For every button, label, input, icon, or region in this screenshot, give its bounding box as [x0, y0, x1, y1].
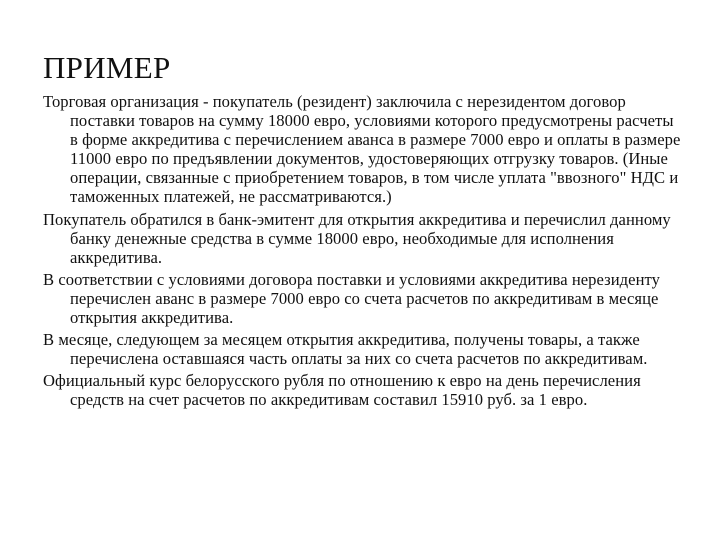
paragraph-goods-received: В месяце, следующем за месяцем открытия аккредитива, получены товары, а также перечислена оставшаяся часть оплаты за них со счета расчетов по аккредитивам.	[43, 330, 648, 369]
paragraph-advance-transfer: В соответствии с условиями договора поставки и условиями аккредитива нерезиденту перечислен аванс в размере 7000 евро со счета расчетов по аккредитивам в месяце открытия аккредитива.	[43, 269, 660, 328]
paragraph-buyer-request: Покупатель обратился в банк-эмитент для открытия аккредитива и перечислил данному банку денежные средства в сумме 18000 евро, необходимые для исполнения аккредитива.	[43, 209, 671, 267]
slide-title: ПРИМЕР	[43, 50, 171, 85]
slide-body	[43, 92, 682, 410]
paragraph-exchange-rate: Официальный курс белорусского рубля по отношению к евро на день перечисления средств на счет расчетов по аккредитивам составил 15910 руб. за 1 евро.	[43, 371, 641, 410]
paragraph-contract: Торговая организация - покупатель (резидент) заключила с нерезидентом договор поставки товаров на сумму 18000 евро, условиями которого предусмотрены расчеты в форме аккредитива с перечислением аванса в размере 7000 евро и оплаты в размере 11000 евро по предъявлении документов, удостоверяющих отгрузку товаров. (Иные операции, связанные с приобретением товаров, в том числе уплата "ввозного" НДС и таможенных платежей, не рассматриваются.)	[43, 92, 681, 207]
